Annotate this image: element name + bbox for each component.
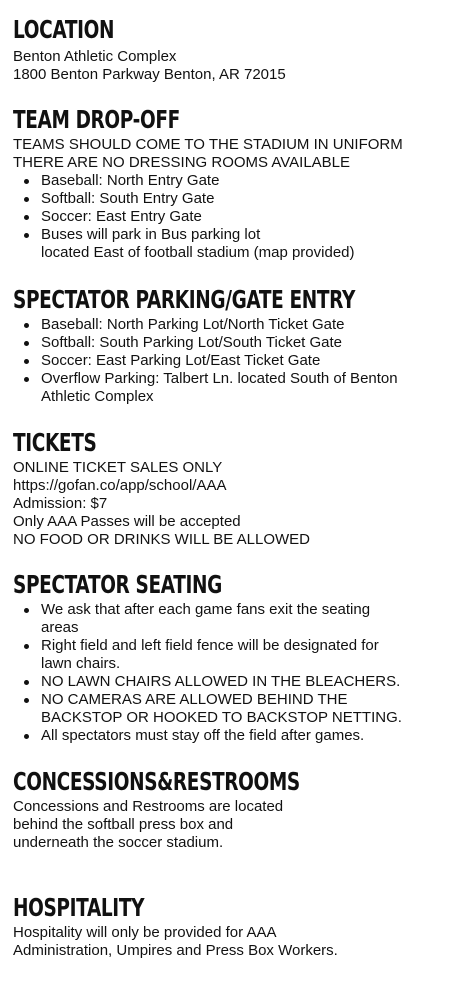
tickets-line: ONLINE TICKET SALES ONLY — [13, 459, 223, 476]
location-section — [13, 16, 459, 84]
tickets-admission: Admission: $7 — [13, 495, 108, 512]
list-item: Softball: South Parking Lot/South Ticket Gate — [13, 334, 459, 352]
hospitality-line: Hospitality will only be provided for AAA — [13, 924, 277, 941]
spectator-seating-section — [13, 571, 459, 745]
list-item: Baseball: North Parking Lot/North Ticket Gate — [13, 316, 459, 334]
location-line: 1800 Benton Parkway Benton, AR 72015 — [13, 66, 286, 83]
concessions-line: underneath the soccer stadium. — [13, 834, 224, 851]
spectator-parking-list — [13, 316, 459, 406]
list-item: Right field and left field fence will be designated for lawn chairs. — [13, 637, 459, 673]
tickets-section — [13, 429, 459, 549]
list-item: NO LAWN CHAIRS ALLOWED IN THE BLEACHERS. — [13, 673, 459, 691]
team-dropoff-line: THERE ARE NO DRESSING ROOMS AVAILABLE — [13, 154, 351, 171]
list-item: Overflow Parking: Talbert Ln. located South of Benton Athletic Complex — [13, 370, 459, 406]
list-item: Buses will park in Bus parking lot located East of football stadium (map provided) — [13, 226, 459, 262]
list-item: NO CAMERAS ARE ALLOWED BEHIND THE BACKSTOP OR HOOKED TO BACKSTOP NETTING. — [13, 691, 459, 727]
tickets-heading: TICKETS — [13, 428, 97, 457]
list-item: Softball: South Entry Gate — [13, 190, 459, 208]
spectator-seating-list — [13, 601, 459, 745]
team-dropoff-heading: TEAM DROP-OFF — [13, 105, 180, 134]
list-item: Soccer: East Entry Gate — [13, 208, 459, 226]
list-item: We ask that after each game fans exit the seating areas — [13, 601, 459, 637]
concessions-section — [13, 768, 459, 852]
tickets-url: https://gofan.co/app/school/AAA — [13, 477, 227, 494]
concessions-line: behind the softball press box and — [13, 816, 234, 833]
hospitality-line: Administration, Umpires and Press Box Workers. — [13, 942, 338, 959]
spectator-parking-heading: SPECTATOR PARKING/GATE ENTRY — [13, 285, 356, 314]
spectator-parking-section — [13, 286, 459, 406]
tickets-line: Only AAA Passes will be accepted — [13, 513, 241, 530]
team-dropoff-section — [13, 106, 459, 262]
list-item: Baseball: North Entry Gate — [13, 172, 459, 190]
location-heading: LOCATION — [13, 15, 115, 44]
location-line: Benton Athletic Complex — [13, 48, 177, 65]
concessions-line: Concessions and Restrooms are located — [13, 798, 284, 815]
team-dropoff-line: TEAMS SHOULD COME TO THE STADIUM IN UNIFORM — [13, 136, 403, 153]
team-dropoff-list — [13, 172, 459, 262]
spectator-seating-heading: SPECTATOR SEATING — [13, 570, 222, 599]
tickets-line: NO FOOD OR DRINKS WILL BE ALLOWED — [13, 531, 310, 548]
hospitality-heading: HOSPITALITY — [13, 893, 145, 922]
hospitality-section — [13, 894, 459, 960]
list-item: Soccer: East Parking Lot/East Ticket Gate — [13, 352, 459, 370]
list-item: All spectators must stay off the field after games. — [13, 727, 459, 745]
concessions-heading: CONCESSIONS&RESTROOMS — [13, 767, 300, 796]
